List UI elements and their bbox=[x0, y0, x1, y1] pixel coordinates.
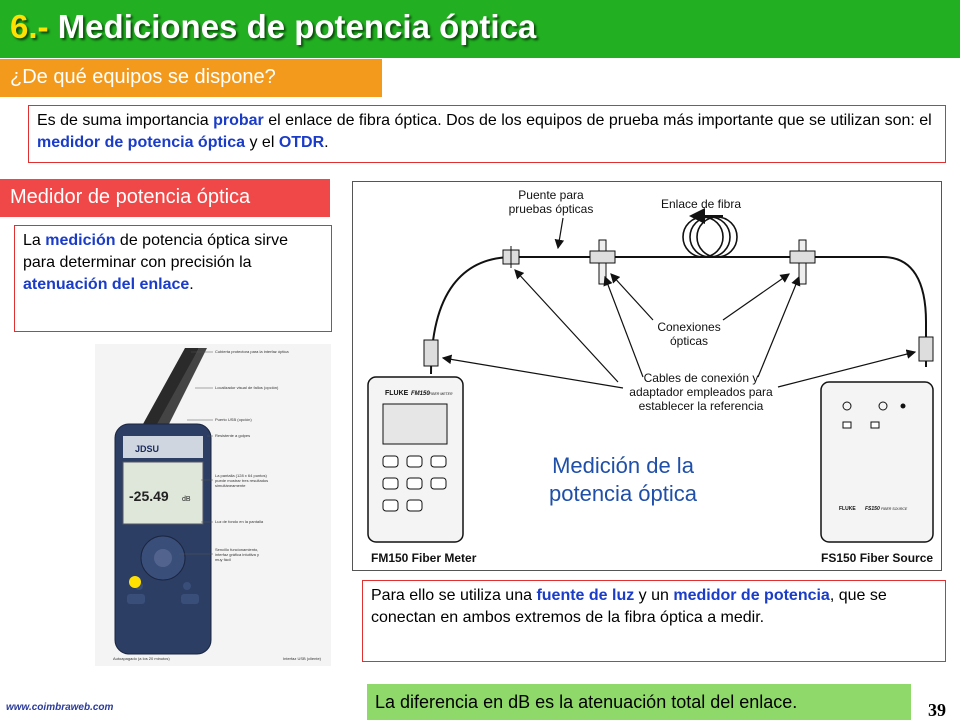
callout-5: La pantalla (128 x 64 puntos) bbox=[215, 473, 267, 478]
connector-left-icon bbox=[503, 246, 519, 268]
label-puente-2: pruebas ópticas bbox=[508, 202, 594, 216]
callout-1: Cubierta protectora para la interfaz óptica bbox=[215, 349, 289, 354]
callout-8: Luz de fondo en la pantalla bbox=[215, 519, 264, 524]
subtitle: ¿De qué equipos se dispone? bbox=[10, 66, 276, 88]
footer-url[interactable]: www.coimbraweb.com bbox=[6, 702, 114, 713]
section-title: Medidor de potencia óptica bbox=[10, 186, 251, 208]
definition-highlight-1: medición bbox=[45, 232, 116, 249]
label-cables-3: establecer la referencia bbox=[638, 399, 764, 413]
callout-13: Interfaz USB (cliente) bbox=[283, 656, 322, 661]
callout-6: puede mostrar tres resultados bbox=[215, 478, 269, 483]
adapter-2-icon bbox=[790, 240, 815, 284]
meter-model: FM150 bbox=[411, 391, 430, 397]
definition-text-3: . bbox=[189, 276, 194, 293]
meter-brand: FLUKE bbox=[385, 390, 409, 397]
power-meter-photo bbox=[95, 344, 331, 666]
section-number: 6.- bbox=[10, 8, 49, 45]
title-text: Mediciones de potencia óptica bbox=[57, 8, 537, 45]
procedure-highlight-2: medidor de potencia bbox=[673, 587, 830, 604]
connector-meter-icon bbox=[424, 340, 438, 366]
callout-11: muy fácil bbox=[215, 557, 231, 562]
meter-screen bbox=[383, 404, 447, 444]
fiber-cable bbox=[431, 257, 926, 374]
label-conexiones-2: ópticas bbox=[669, 334, 709, 348]
source-brand: FLUKE bbox=[839, 506, 856, 512]
intro-highlight-2: medidor de potencia óptica bbox=[37, 134, 246, 151]
power-button-icon bbox=[129, 576, 141, 588]
definition-text-1: La bbox=[23, 232, 46, 249]
callout-12: Autoapagado (a los 20 minutos) bbox=[113, 656, 170, 661]
photo-svg bbox=[95, 344, 331, 666]
fiber-meter-device bbox=[368, 377, 463, 542]
label-enlace: Enlace de fibra bbox=[660, 197, 742, 211]
photo-brand: JDSU bbox=[135, 444, 160, 454]
callout-2: Localizador visual de fallos (opción) bbox=[215, 385, 279, 390]
intro-highlight-1: probar bbox=[213, 112, 264, 129]
big-label-2: potencia óptica bbox=[549, 481, 697, 506]
definition-highlight-2: atenuación del enlace bbox=[23, 276, 190, 293]
attenuation-note: La diferencia en dB es la atenuación total del enlace. bbox=[367, 684, 911, 720]
definition-box bbox=[14, 225, 332, 332]
intro-highlight-3: OTDR bbox=[278, 134, 325, 151]
big-label-1: Medición de la bbox=[552, 453, 694, 478]
photo-reading: -25.49 bbox=[129, 488, 169, 504]
procedure-text-1: Para ello se utiliza una bbox=[371, 587, 537, 604]
label-cables-1: Cables de conexión y bbox=[643, 371, 759, 385]
procedure-box bbox=[362, 580, 946, 662]
meter-type: FIBER METER bbox=[429, 392, 453, 396]
pointer-lines bbox=[443, 218, 915, 388]
callout-4: Resistente a golpes bbox=[215, 433, 251, 438]
definition-text-2: de potencia óptica sirve para determinar con precisión la bbox=[23, 232, 289, 271]
fiber-source-device bbox=[821, 382, 933, 542]
label-cables-2: adaptador empleados para bbox=[629, 385, 773, 399]
callout-3: Puerto USB (opción) bbox=[215, 417, 252, 422]
measurement-diagram bbox=[352, 181, 942, 571]
intro-text-4: . bbox=[324, 134, 329, 151]
procedure-highlight-1: fuente de luz bbox=[536, 587, 635, 604]
adapter-1-icon bbox=[590, 240, 615, 284]
label-conexiones-1: Conexiones bbox=[657, 320, 721, 334]
fiber-coil-icon bbox=[683, 217, 737, 257]
procedure-text-2: y un bbox=[634, 587, 674, 604]
callout-7: simultáneamente bbox=[215, 483, 246, 488]
page-title bbox=[10, 8, 536, 46]
procedure-text-3: , que se conectan en ambos extremos de la fibra óptica a medir. bbox=[371, 587, 887, 626]
page-number: 39 bbox=[928, 700, 946, 720]
source-caption: FS150 Fiber Source bbox=[821, 551, 934, 565]
intro-text-3: y el bbox=[245, 134, 279, 151]
callout-9: Sencillo funcionamiento, bbox=[215, 547, 259, 552]
source-model: FS150 bbox=[865, 506, 880, 512]
callout-10: interfaz gráfica intuitiva y bbox=[215, 552, 260, 557]
diagram-svg bbox=[353, 182, 941, 570]
intro-text-2: el enlace de fibra óptica. Dos de los equipos de prueba más importante que se utilizan son: el bbox=[263, 112, 932, 129]
label-puente-1: Puente para bbox=[518, 188, 584, 202]
photo-unit: dB bbox=[182, 496, 191, 503]
intro-box bbox=[28, 105, 946, 163]
meter-caption: FM150 Fiber Meter bbox=[371, 551, 477, 565]
source-type: FIBER SOURCE bbox=[881, 507, 908, 511]
intro-text-1: Es de suma importancia bbox=[37, 112, 214, 129]
connector-right-icon bbox=[919, 337, 933, 361]
